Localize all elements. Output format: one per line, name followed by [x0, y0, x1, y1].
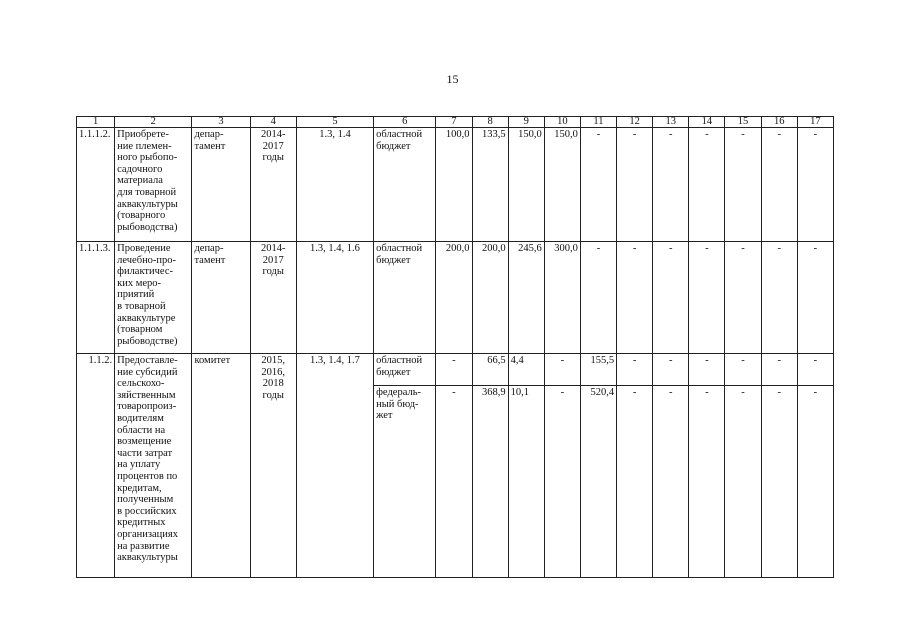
period: 2015, 2016, 2018 годы	[250, 354, 296, 578]
period: 2014- 2017 годы	[250, 128, 296, 242]
value-cell: 150,0	[544, 128, 580, 242]
executor: депар- тамент	[192, 128, 250, 242]
value-cell: -	[544, 386, 580, 578]
value-cell: 133,5	[472, 128, 508, 242]
value-cell: -	[617, 354, 653, 386]
value-cell: -	[761, 128, 797, 242]
activity-name: Приобрете- ние племен- ного рыбопо- садочного материала для товарной аквакультуры (товарного рыбоводства)	[115, 128, 192, 242]
value-cell: -	[689, 354, 725, 386]
value-cell: -	[653, 386, 689, 578]
value-cell: -	[436, 354, 472, 386]
table-row	[77, 354, 834, 386]
header-row	[77, 117, 834, 128]
value-cell: 100,0	[436, 128, 472, 242]
header-cell: 4	[250, 117, 296, 128]
header-cell: 7	[436, 117, 472, 128]
header-cell: 5	[296, 117, 373, 128]
value-cell: -	[580, 242, 616, 354]
header-cell: 3	[192, 117, 250, 128]
header-cell: 14	[689, 117, 725, 128]
value-cell: 150,0	[508, 128, 544, 242]
header-cell: 17	[797, 117, 833, 128]
value-cell: -	[725, 128, 761, 242]
value-cell: 10,1	[508, 386, 544, 578]
header-cell: 10	[544, 117, 580, 128]
value-cell: 300,0	[544, 242, 580, 354]
value-cell: -	[797, 128, 833, 242]
activity-name: Предоставле- ние субсидий сельскохо- зяйственным товаропроиз- водителям области на возмещение части затрат на уплату процентов по кредитам, полученным в российских кредитных организациях на развитие аквакультуры	[115, 354, 192, 578]
value-cell: -	[725, 386, 761, 578]
value-cell: 4,4	[508, 354, 544, 386]
value-cell: -	[617, 128, 653, 242]
value-cell: 200,0	[436, 242, 472, 354]
value-cell: 200,0	[472, 242, 508, 354]
header-cell: 2	[115, 117, 192, 128]
funding-source: федераль- ный бюд- жет	[374, 386, 436, 578]
row-number: 1.1.2.	[77, 354, 115, 578]
value-cell: -	[689, 128, 725, 242]
value-cell: -	[797, 242, 833, 354]
value-cell: -	[653, 354, 689, 386]
row-number: 1.1.1.2.	[77, 128, 115, 242]
funding-source: областной бюджет	[374, 242, 436, 354]
value-cell: -	[725, 242, 761, 354]
activity-name: Проведение лечебно-про- филактичес- ких меро- приятий в товарной аквакультуре (товарном рыбоводстве)	[115, 242, 192, 354]
header-cell: 15	[725, 117, 761, 128]
header-cell: 6	[374, 117, 436, 128]
executor: депар- тамент	[192, 242, 250, 354]
table-row	[77, 242, 834, 354]
budget-table	[76, 116, 834, 578]
table-row	[77, 128, 834, 242]
funding-source: областной бюджет	[374, 128, 436, 242]
value-cell: -	[761, 354, 797, 386]
header-cell: 8	[472, 117, 508, 128]
header-cell: 9	[508, 117, 544, 128]
executor: комитет	[192, 354, 250, 578]
value-cell: -	[653, 242, 689, 354]
header-cell: 16	[761, 117, 797, 128]
value-cell: -	[653, 128, 689, 242]
value-cell: 155,5	[580, 354, 616, 386]
value-cell: -	[689, 386, 725, 578]
value-cell: -	[544, 354, 580, 386]
indicators: 1.3, 1.4, 1.7	[296, 354, 373, 578]
period: 2014- 2017 годы	[250, 242, 296, 354]
page-number: 15	[446, 72, 459, 86]
value-cell: -	[617, 242, 653, 354]
value-cell: 245,6	[508, 242, 544, 354]
funding-source: областной бюджет	[374, 354, 436, 386]
header-cell: 12	[617, 117, 653, 128]
value-cell: -	[725, 354, 761, 386]
value-cell: 66,5	[472, 354, 508, 386]
value-cell: -	[797, 386, 833, 578]
value-cell: -	[689, 242, 725, 354]
value-cell: -	[761, 242, 797, 354]
value-cell: 520,4	[580, 386, 616, 578]
value-cell: 368,9	[472, 386, 508, 578]
value-cell: -	[436, 386, 472, 578]
header-cell: 13	[653, 117, 689, 128]
value-cell: -	[797, 354, 833, 386]
value-cell: -	[617, 386, 653, 578]
value-cell: -	[580, 128, 616, 242]
row-number: 1.1.1.3.	[77, 242, 115, 354]
header-cell: 11	[580, 117, 616, 128]
indicators: 1.3, 1.4	[296, 128, 373, 242]
value-cell: -	[761, 386, 797, 578]
header-cell: 1	[77, 117, 115, 128]
indicators: 1.3, 1.4, 1.6	[296, 242, 373, 354]
